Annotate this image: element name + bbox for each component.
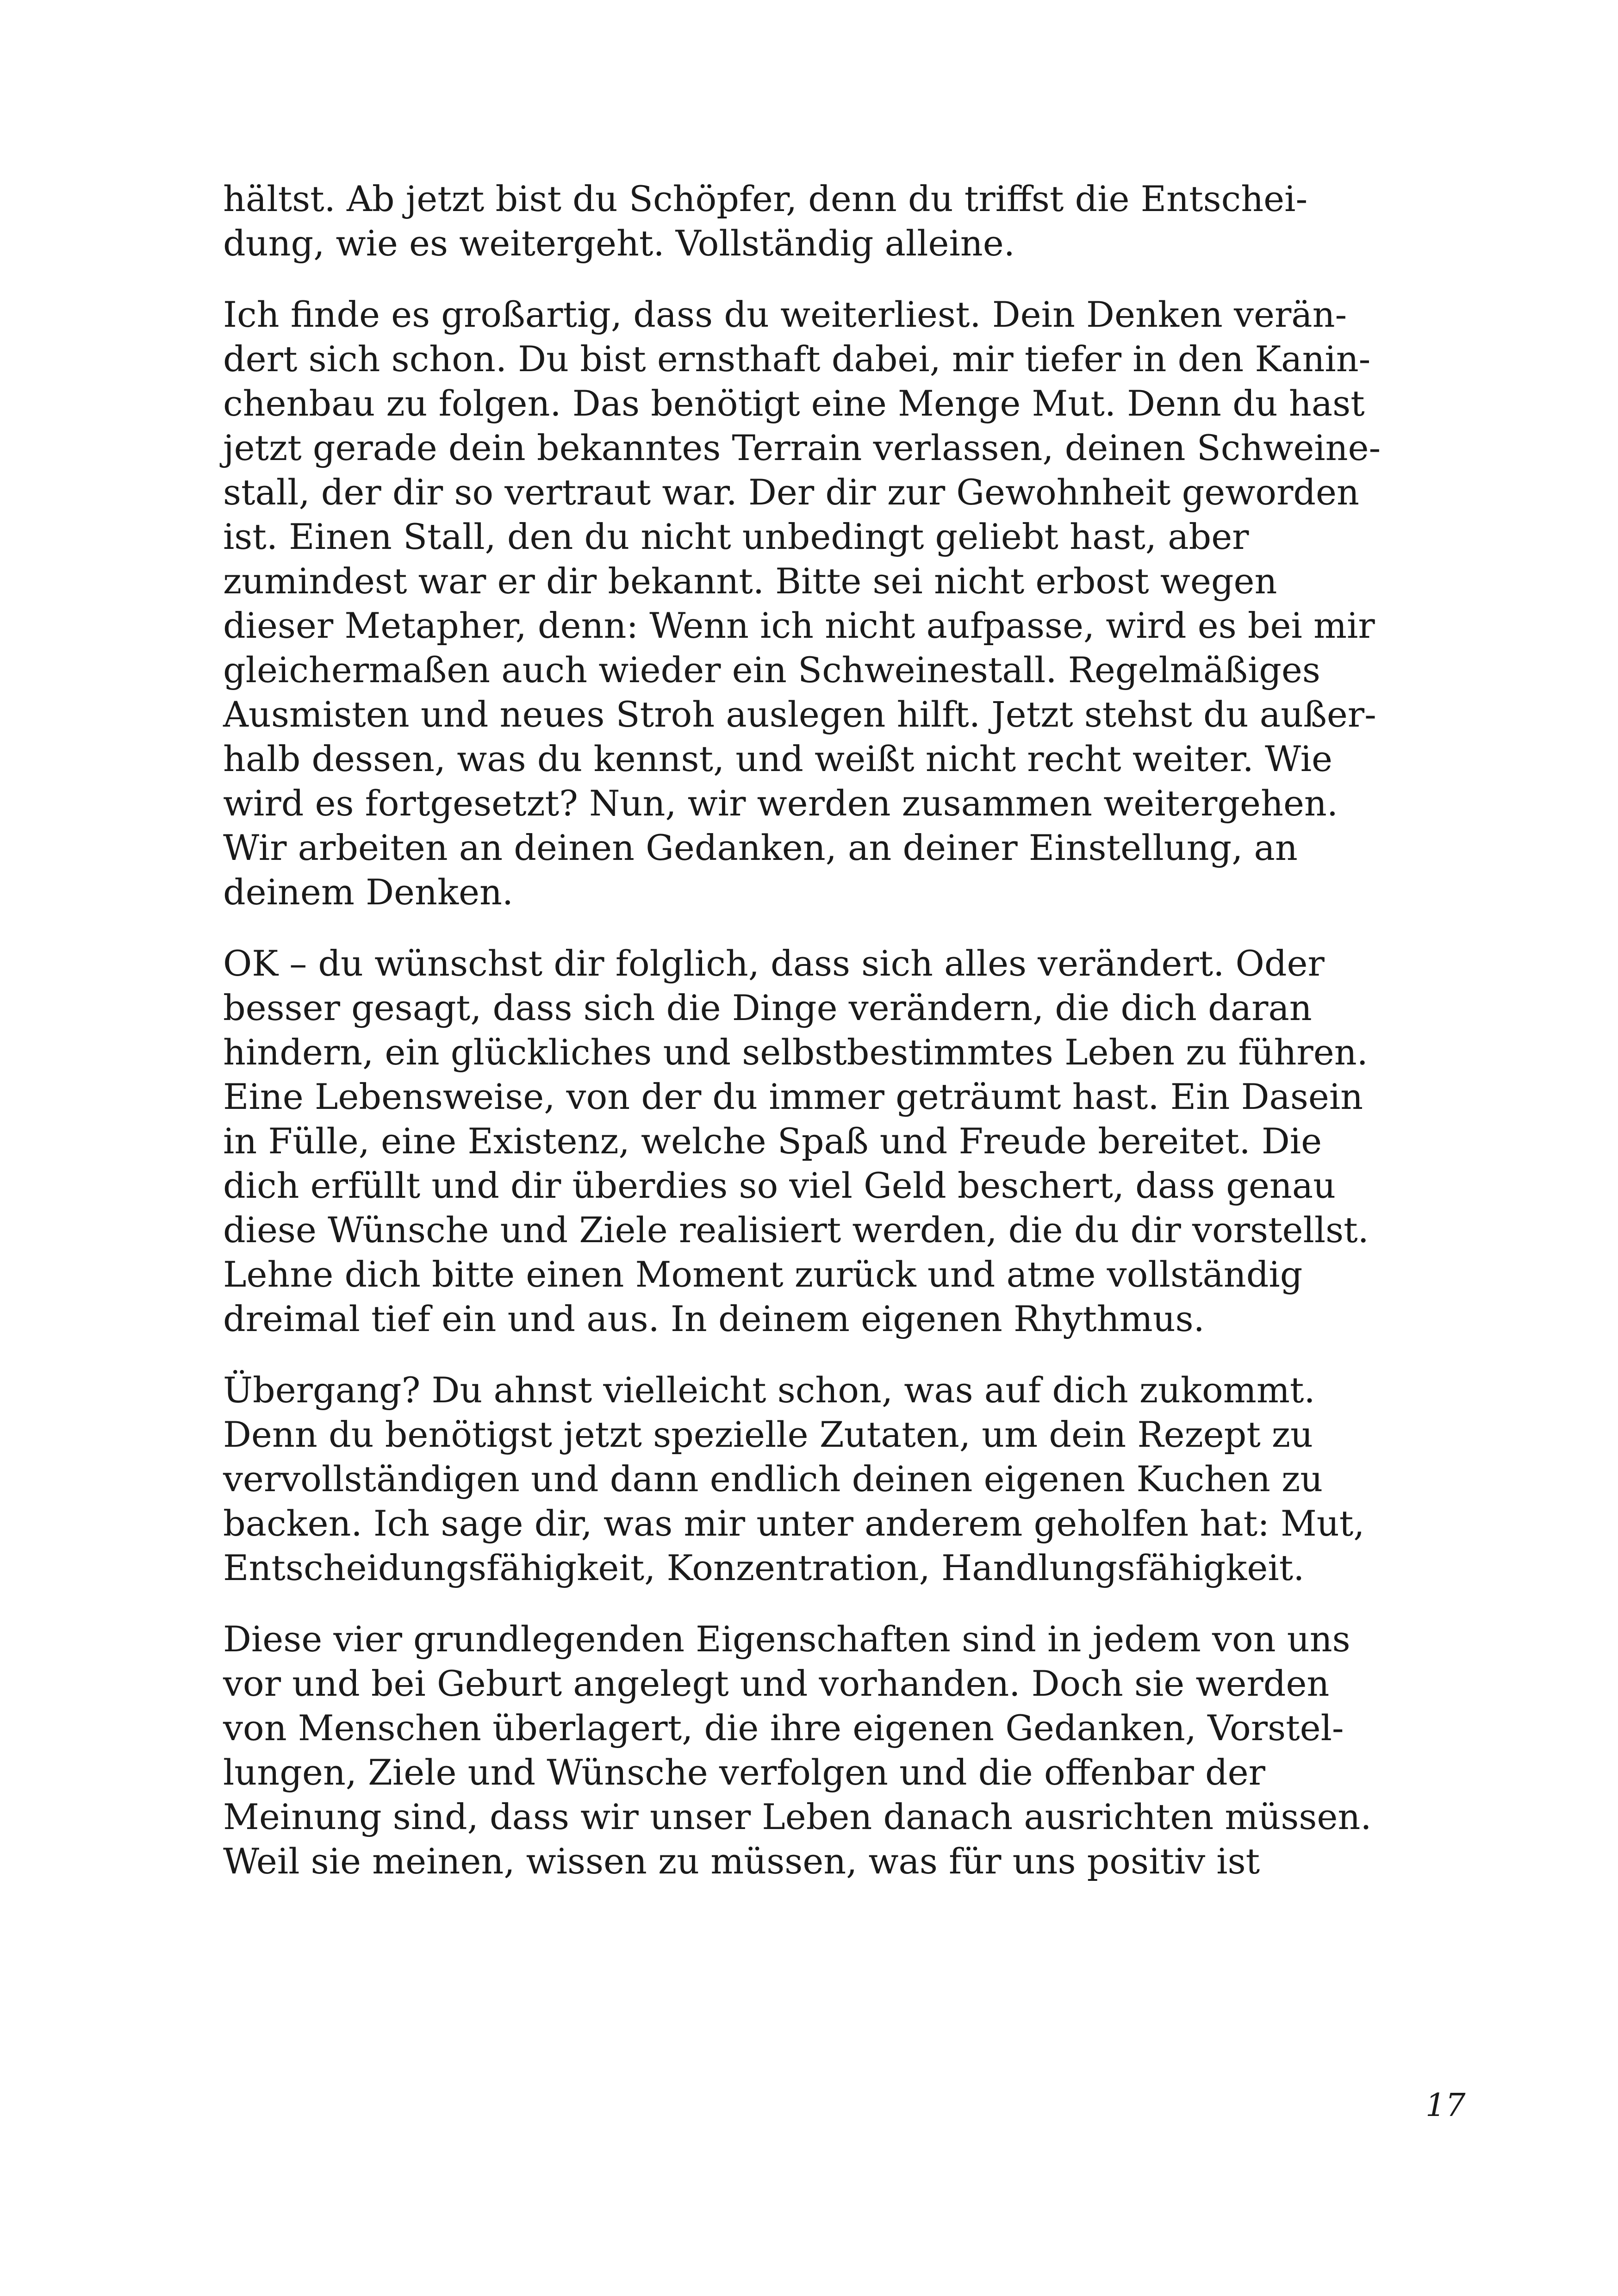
text-line: jetzt gerade dein bekanntes Terrain verlassen, deinen Schweine- [223,427,1381,468]
text-line: diese Wünsche und Ziele realisiert werden, die du dir vorstellst. [223,1209,1369,1251]
paragraph-2 [223,292,1389,915]
text-line: Entscheidungsfähigkeit, Konzentration, Handlungsfähigkeit. [223,1547,1305,1588]
text-line: vor und bei Geburt angelegt und vorhanden. Doch sie werden [223,1663,1330,1704]
text-line: dung, wie es weitergeht. Vollständig alleine. [223,223,1015,264]
text-line: Meinung sind, dass wir unser Leben danach ausrichten müssen. [223,1796,1372,1837]
text-line: Wir arbeiten an deinen Gedanken, an deiner Einstellung, an [223,827,1298,868]
text-line: halb dessen, was du kennst, und weißt nicht recht weiter. Wie [223,738,1333,779]
body-text [223,177,1389,1910]
text-line: lungen, Ziele und Wünsche verfolgen und die offenbar der [223,1752,1265,1793]
paragraph-1 [223,177,1389,266]
paragraph-3 [223,941,1389,1341]
text-line: deinem Denken. [223,871,514,913]
text-line: zumindest war er dir bekannt. Bitte sei nicht erbost wegen [223,560,1277,602]
text-line: dich erfüllt und dir überdies so viel Geld beschert, dass genau [223,1165,1336,1206]
text-line: chenbau zu folgen. Das benötigt eine Menge Mut. Denn du hast [223,383,1365,424]
text-line: hältst. Ab jetzt bist du Schöpfer, denn du triffst die Entschei- [223,178,1308,219]
text-line: in Fülle, eine Existenz, welche Spaß und Freude bereitet. Die [223,1120,1322,1162]
text-line: Ausmisten und neues Stroh auslegen hilft. Jetzt stehst du außer- [223,694,1376,735]
text-line: OK – du wünschst dir folglich, dass sich alles verändert. Oder [223,943,1325,984]
text-line: Ich finde es großartig, dass du weiterliest. Dein Denken verän- [223,294,1347,335]
text-line: hindern, ein glückliches und selbstbestimmtes Leben zu führen. [223,1032,1368,1073]
text-line: dreimal tief ein und aus. In deinem eigenen Rhythmus. [223,1298,1205,1339]
text-line: Weil sie meinen, wissen zu müssen, was für uns positiv ist [223,1841,1260,1882]
text-line: besser gesagt, dass sich die Dinge verändern, die dich daran [223,987,1312,1028]
text-line: dert sich schon. Du bist ernsthaft dabei, mir tiefer in den Kanin- [223,338,1371,380]
text-line: Eine Lebensweise, von der du immer geträumt hast. Ein Dasein [223,1076,1363,1117]
text-line: von Menschen überlagert, die ihre eigenen Gedanken, Vorstel- [223,1707,1344,1748]
text-line: Denn du benötigst jetzt spezielle Zutaten, um dein Rezept zu [223,1414,1313,1455]
paragraph-4 [223,1368,1389,1590]
text-line: Lehne dich bitte einen Moment zurück und atme vollständig [223,1254,1303,1295]
text-line: Diese vier grundlegenden Eigenschaften sind in jedem von uns [223,1618,1350,1660]
paragraph-5 [223,1617,1389,1884]
text-line: wird es fortgesetzt? Nun, wir werden zusammen weitergehen. [223,783,1338,824]
text-line: stall, der dir so vertraut war. Der dir zur Gewohnheit geworden [223,472,1359,513]
text-line: gleichermaßen auch wieder ein Schweinestall. Regelmäßiges [223,649,1320,691]
text-line: Übergang? Du ahnst vielleicht schon, was auf dich zukommt. [223,1369,1315,1411]
text-line: ist. Einen Stall, den du nicht unbedingt geliebt hast, aber [223,516,1249,557]
text-line: vervollständigen und dann endlich deinen eigenen Kuchen zu [223,1458,1323,1500]
text-line: dieser Metapher, denn: Wenn ich nicht aufpasse, wird es bei mir [223,605,1375,646]
page-number: 17 [1425,2087,1466,2124]
text-line: backen. Ich sage dir, was mir unter anderem geholfen hat: Mut, [223,1503,1365,1544]
